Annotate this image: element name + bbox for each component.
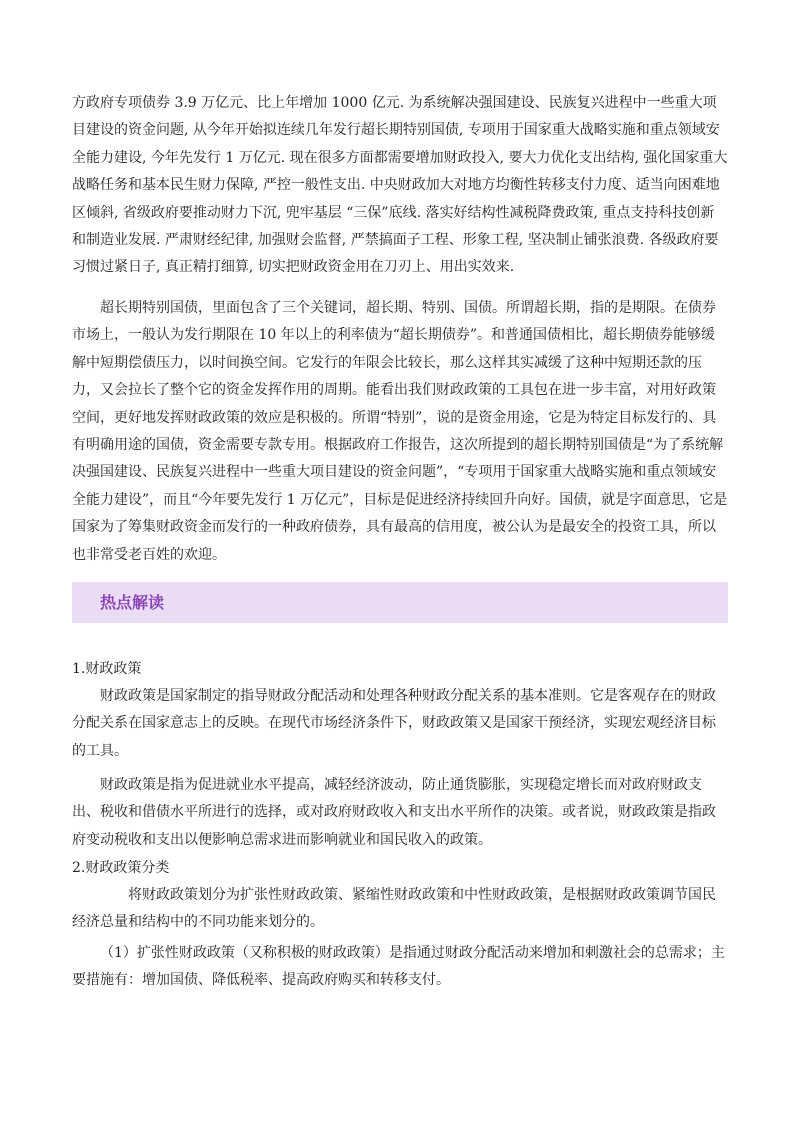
- intro-paragraph: 方政府专项债券 3.9 万亿元、比上年增加 1000 亿元. 为系统解决强国建设、民族复兴进程中一些重大项目建设的资金问题, 从今年开始拟连续几年发行超长期特别国债, 专项用于国家重大战略实施和重点领域安全能力建设, 今年先发行 1 万亿元. 现在很多方面都需要增加财政投入, 要大力优化支出结构, 强化国家重大战略任务和基本民生财力保障, 严控一般性支出. 中央财政加大对地方均衡性转移支付力度、适当向困难地区倾斜, 省级政府要推动财力下沉, 兜牢基层 “三保”底线. 落实好结构性减税降费政策, 重点支持科技创新和制造业发展. 严肃财经纪律, 加强财会监督, 严禁搞面子工程、形象工程, 坚决制止铺张浪费. 各级政府要习惯过紧日子, 真正精打细算, 切实把财政资金用在刀刃上、用出实效来.: [72, 95, 728, 276]
- fiscal-policy-purpose-paragraph: 财政政策是指为促进就业水平提高，减轻经济波动，防止通货膨胀，实现稳定增长而对政府财政支出、税收和借债水平所进行的选择，或对政府财政收入和支出水平所作的决策。或者说，财政政策是指政府变动税收和支出以便影响总需求进而影响就业和国民收入的政策。: [72, 777, 716, 848]
- section-heading-fiscal-policy: 1.财政政策: [72, 661, 142, 677]
- section-banner: [72, 582, 728, 623]
- banner-title: 热点解读: [100, 593, 165, 612]
- bond-explanation-paragraph: 超长期特别国债，里面包含了三个关键词，超长期、特别、国债。所谓超长期，指的是期限。在债券市场上，一般认为发行期限在 10 年以上的利率债为“超长期债券”。和普通国债相比，超长期债券能够缓解中短期偿债压力，以时间换空间。它发行的年限会比较长，那么这样其实减缓了这种中短期还款的压力，又会拉长了整个它的资金发挥作用的周期。能看出我们财政政策的工具包在进一步丰富，对用好政策空间，更好地发挥财政政策的效应是积极的。所谓“特别”，说的是资金用途，它是为特定目标发行的、具有明确用途的国债，资金需要专款专用。根据政府工作报告，这次所提到的超长期特别国债是“为了系统解决强国建设、民族复兴进程中一些重大项目建设的资金问题”，“专项用于国家重大战略实施和重点领域安全能力建设”，而且“今年要先发行 1 万亿元”，目标是促进经济持续回升向好。国债，就是字面意思，它是国家为了筹集财政资金而发行的一种政府债券，具有最高的信用度，被公认为是最安全的投资工具，所以也非常受老百姓的欢迎。: [72, 300, 728, 563]
- classification-paragraph: 将财政政策划分为扩张性财政政策、紧缩性财政政策和中性财政政策，是根据财政政策调节国民经济总量和结构中的不同功能来划分的。: [72, 887, 716, 931]
- fiscal-policy-definition-paragraph: 财政政策是国家制定的指导财政分配活动和处理各种财政分配关系的基本准则。它是客观存在的财政分配关系在国家意志上的反映。在现代市场经济条件下，财政政策又是国家干预经济，实现宏观经济目标的工具。: [72, 688, 716, 759]
- expansionary-policy-paragraph: （1）扩张性财政政策（又称积极的财政政策）是指通过财政分配活动来增加和刺激社会的总需求；主要措施有：增加国债、降低税率、提高政府购买和转移支付。: [72, 945, 725, 989]
- section-heading-classification: 2.财政政策分类: [72, 860, 170, 876]
